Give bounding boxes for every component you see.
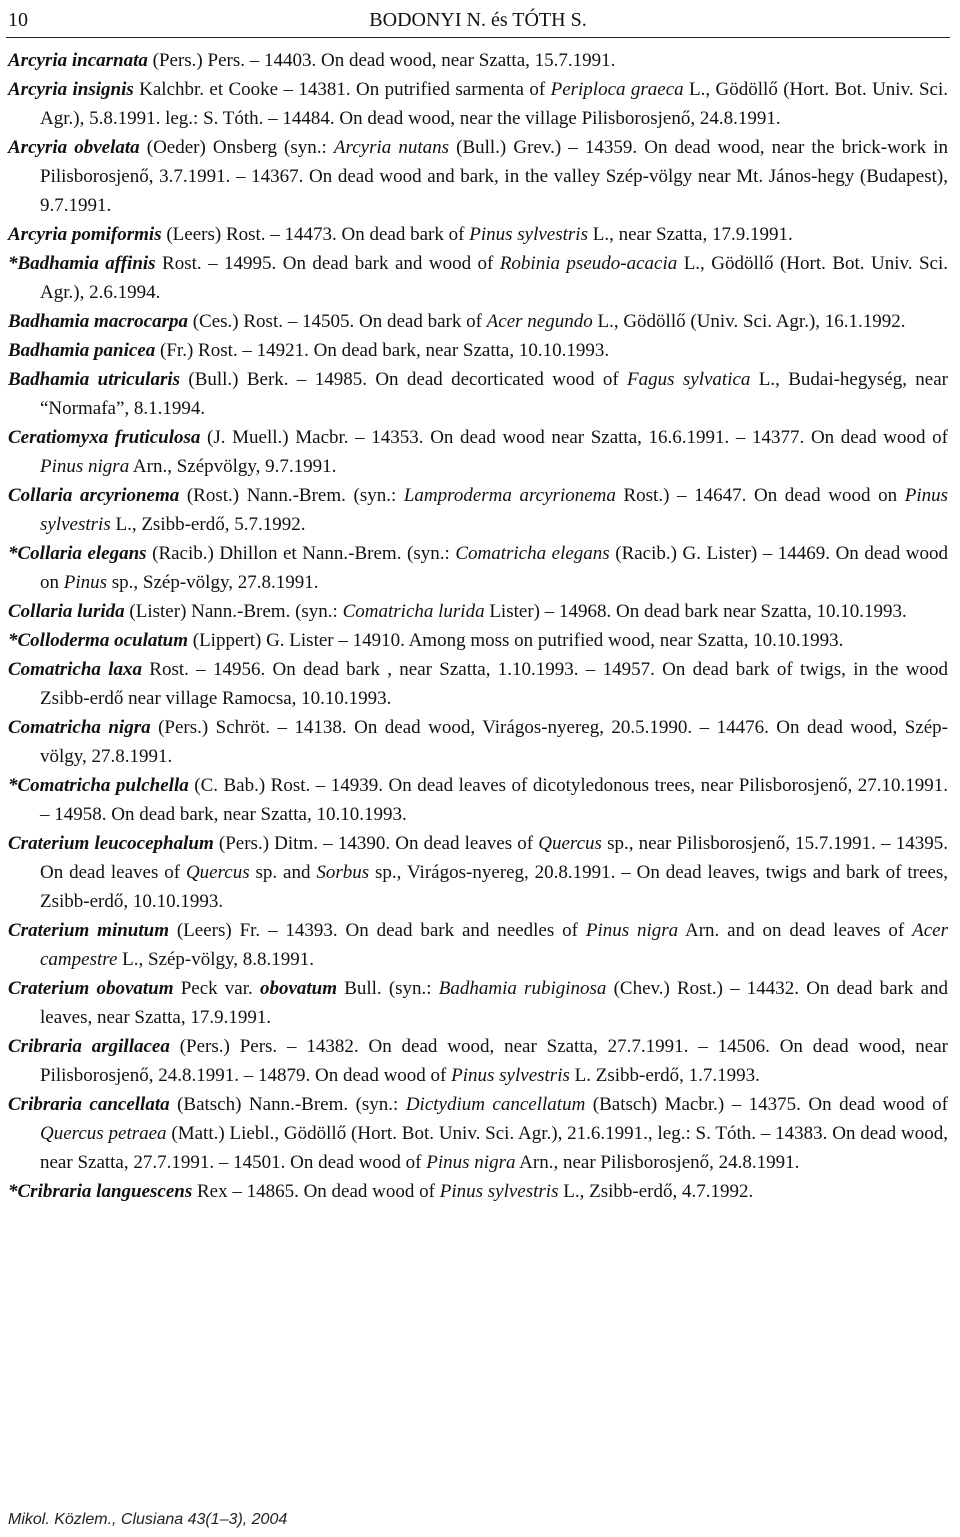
species-name: Comatricha nigra: [8, 717, 151, 738]
entry-text: L., Zsibb-erdő, 4.7.1992.: [558, 1181, 754, 1202]
entry-text: (J. Muell.) Macbr. – 14353. On dead wood near Szatta, 16.6.1991. – 14377. On dead wood of: [200, 427, 948, 448]
species-entry: [8, 249, 948, 307]
entry-text: Rost.) – 14647. On dead wood on: [615, 485, 905, 506]
species-name: Cribraria cancellata: [8, 1094, 170, 1115]
host-taxon: Comatricha elegans: [455, 543, 610, 564]
entry-text: (Batsch) Macbr.) – 14375. On dead wood of: [585, 1094, 948, 1115]
species-name: obovatum: [259, 978, 338, 999]
entry-text: Arn., near Pilisborosjenő, 24.8.1991.: [515, 1152, 800, 1173]
host-taxon: Pinus nigra: [426, 1152, 516, 1173]
species-entry: [8, 713, 948, 771]
entry-text: L., near Szatta, 17.9.1991.: [587, 224, 793, 245]
species-name: Badhamia macrocarpa: [8, 311, 188, 332]
entry-text: L., Zsibb-erdő, 5.7.1992.: [110, 514, 306, 535]
header-rule: [6, 37, 950, 38]
species-entry: [8, 597, 948, 626]
entry-text: (Pers.) Pers. – 14382. On dead wood, near Szatta, 27.7.1991. – 14506. On dead wood, near Pilisborosjenő, 24.8.1991. – 14879. On dead wood of: [40, 1036, 949, 1086]
host-taxon: Quercus: [185, 862, 250, 883]
host-taxon: Badhamia rubiginosa: [438, 978, 607, 999]
entry-text: Peck var.: [173, 978, 260, 999]
species-entry: [8, 1032, 948, 1090]
entry-text: Rost. – 14995. On dead bark and wood of: [155, 253, 500, 274]
entry-text: (Racib.) Dhillon et Nann.-Brem. (syn.:: [146, 543, 456, 564]
species-name: Arcyria insignis: [8, 79, 134, 100]
species-name: Craterium leucocephalum: [8, 833, 214, 854]
entry-text: L., Budai-hegység, near “Normafa”, 8.1.1994.: [40, 369, 948, 419]
species-name: Comatricha laxa: [8, 659, 142, 680]
entry-text: (Pers.) Pers. – 14403. On dead wood, near Szatta, 15.7.1991.: [147, 50, 616, 71]
host-taxon: Pinus sylvestris: [40, 485, 948, 535]
entry-text: Arn., Szépvölgy, 9.7.1991.: [129, 456, 337, 477]
entry-text: Rex – 14865. On dead wood of: [192, 1181, 440, 1202]
host-taxon: Pinus sylvestris: [469, 224, 588, 245]
species-name: Craterium minutum: [8, 920, 169, 941]
running-head: BODONYI N. és TÓTH S.: [369, 9, 587, 31]
host-taxon: Pinus sylvestris: [439, 1181, 559, 1202]
species-name: Badhamia panicea: [8, 340, 156, 361]
host-taxon: Pinus nigra: [40, 456, 130, 477]
entry-text: (Fr.) Rost. – 14921. On dead bark, near Szatta, 10.10.1993.: [155, 340, 610, 361]
species-name: Ceratiomyxa fruticulosa: [8, 427, 201, 448]
entry-text: L., Szép-völgy, 8.8.1991.: [117, 949, 315, 970]
species-entry: [8, 46, 948, 75]
host-taxon: Dictydium cancellatum: [405, 1094, 586, 1115]
host-taxon: Quercus: [538, 833, 602, 854]
entry-text: Lister) – 14968. On dead bark near Szatta, 10.10.1993.: [484, 601, 907, 622]
species-entry: [8, 626, 948, 655]
host-taxon: Comatricha lurida: [342, 601, 485, 622]
host-taxon: Pinus nigra: [585, 920, 679, 941]
host-taxon: Sorbus: [316, 862, 370, 883]
species-entry: [8, 75, 948, 133]
entry-text: (Leers) Rost. – 14473. On dead bark of: [161, 224, 470, 245]
entry-text: Rost. – 14956. On dead bark , near Szatta, 1.10.1993. – 14957. On dead bark of twigs, in the wood Zsibb-erdő near village Ramocsa, 10.10.1993.: [40, 659, 948, 709]
entry-text: (Lippert) G. Lister – 14910. Among moss on putrified wood, near Szatta, 10.10.1993.: [188, 630, 844, 651]
entry-text: L., Gödöllő (Hort. Bot. Univ. Sci. Agr.), 2.6.1994.: [40, 253, 948, 303]
host-taxon: Pinus: [63, 572, 108, 593]
entry-text: L., Gödöllő (Univ. Sci. Agr.), 16.1.1992.: [592, 311, 906, 332]
species-name: Cribraria argillacea: [8, 1036, 170, 1057]
host-taxon: Periploca graeca: [550, 79, 684, 100]
species-entry: [8, 916, 948, 974]
entry-text: (Bull.) Grev.) – 14359. On dead wood, near the brick-work in Pilisborosjenő, 3.7.1991. – 14367. On dead wood and bark, in the valley Szép-völgy near Mt. János-hegy (Budapest), 9.7.1991.: [40, 137, 948, 216]
species-entry: [8, 1090, 948, 1177]
species-entry: [8, 365, 948, 423]
species-entry: [8, 771, 948, 829]
species-name: Craterium obovatum: [8, 978, 174, 999]
entry-text: (C. Bab.) Rost. – 14939. On dead leaves of dicotyledonous trees, near Pilisborosjenő, 27.10.1991. – 14958. On dead bark, near Szatta, 10.10.1993.: [40, 775, 948, 825]
entry-text: (Leers) Fr. – 14393. On dead bark and needles of: [168, 920, 586, 941]
species-entry: [8, 133, 948, 220]
entry-text: Bull. (syn.:: [337, 978, 439, 999]
entry-text: (Matt.) Liebl., Gödöllő (Hort. Bot. Univ. Sci. Agr.), 21.6.1991., leg.: S. Tóth. – 14383. On dead wood, near Szatta, 27.7.1991. – 14501. On dead wood of: [40, 1123, 948, 1173]
footer-citation: Mikol. Közlem., Clusiana 43(1–3), 2004: [8, 1511, 288, 1528]
species-name: Badhamia utricularis: [8, 369, 181, 390]
species-name: *Badhamia affinis: [8, 253, 156, 274]
entry-text: L., Gödöllő (Hort. Bot. Univ. Sci. Agr.), 5.8.1991. leg.: S. Tóth. – 14484. On dead wood, near the village Pilisborosjenő, 24.8.1991.: [40, 79, 948, 129]
species-name: Arcyria incarnata: [8, 50, 148, 71]
species-name: Collaria lurida: [8, 601, 125, 622]
species-name: *Collaria elegans: [8, 543, 147, 564]
species-list: [8, 46, 948, 1206]
host-taxon: Lamproderma arcyrionema: [403, 485, 616, 506]
species-entry: [8, 481, 948, 539]
entry-text: (Rost.) Nann.-Brem. (syn.:: [179, 485, 404, 506]
host-taxon: Arcyria nutans: [333, 137, 450, 158]
species-entry: [8, 1177, 948, 1206]
host-taxon: Fagus sylvatica: [627, 369, 751, 390]
species-entry: [8, 829, 948, 916]
entry-text: (Batsch) Nann.-Brem. (syn.:: [169, 1094, 406, 1115]
host-taxon: Acer negundo: [486, 311, 593, 332]
entry-text: sp., Virágos-nyereg, 20.8.1991. – On dead leaves, twigs and bark of trees, Zsibb-erdő, 10.10.1993.: [40, 862, 948, 912]
species-entry: [8, 974, 948, 1032]
species-entry: [8, 220, 948, 249]
page-header: [8, 4, 948, 36]
page-number: 10: [8, 9, 28, 31]
entry-text: Kalchbr. et Cooke – 14381. On putrified sarmenta of: [133, 79, 551, 100]
entry-text: sp., near Pilisborosjenő, 15.7.1991. – 14395. On dead leaves of: [40, 833, 948, 883]
species-name: Collaria arcyrionema: [8, 485, 180, 506]
entry-text: sp., Szép-völgy, 27.8.1991.: [107, 572, 319, 593]
host-taxon: Pinus sylvestris: [451, 1065, 570, 1086]
host-taxon: Acer campestre: [40, 920, 948, 970]
entry-text: (Racib.) G. Lister) – 14469. On dead wood on: [40, 543, 948, 593]
entry-text: sp. and: [249, 862, 317, 883]
entry-text: (Ces.) Rost. – 14505. On dead bark of: [187, 311, 487, 332]
species-entry: [8, 655, 948, 713]
entry-text: (Lister) Nann.-Brem. (syn.:: [124, 601, 343, 622]
species-entry: [8, 307, 948, 336]
entry-text: (Pers.) Schröt. – 14138. On dead wood, Virágos-nyereg, 20.5.1990. – 14476. On dead wood, Szép-völgy, 27.8.1991.: [40, 717, 948, 767]
species-name: *Colloderma oculatum: [8, 630, 188, 651]
entry-text: L. Zsibb-erdő, 1.7.1993.: [569, 1065, 760, 1086]
species-entry: [8, 539, 948, 597]
entry-text: (Chev.) Rost.) – 14432. On dead bark and leaves, near Szatta, 17.9.1991.: [40, 978, 948, 1028]
species-name: *Comatricha pulchella: [8, 775, 189, 796]
entry-text: (Bull.) Berk. – 14985. On dead decorticated wood of: [180, 369, 628, 390]
host-taxon: Quercus petraea: [40, 1123, 167, 1144]
entry-text: (Oeder) Onsberg (syn.:: [139, 137, 334, 158]
entry-text: Arn. and on dead leaves of: [678, 920, 913, 941]
entry-text: (Pers.) Ditm. – 14390. On dead leaves of: [213, 833, 539, 854]
species-name: *Cribraria languescens: [8, 1181, 193, 1202]
species-name: Arcyria pomiformis: [8, 224, 162, 245]
host-taxon: Robinia pseudo-acacia: [499, 253, 678, 274]
species-entry: [8, 423, 948, 481]
species-entry: [8, 336, 948, 365]
species-name: Arcyria obvelata: [8, 137, 140, 158]
